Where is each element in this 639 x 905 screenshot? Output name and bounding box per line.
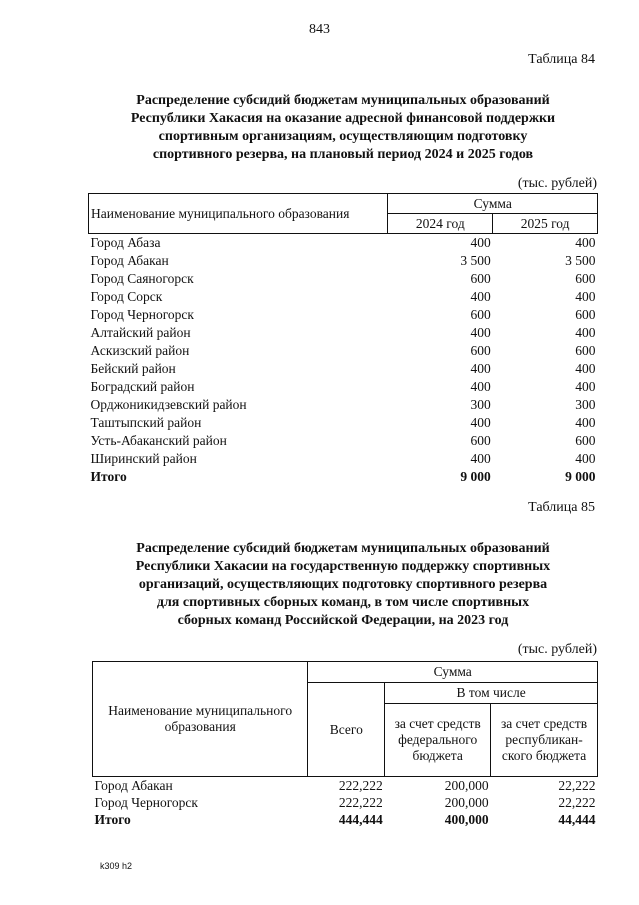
- table-row: [89, 360, 598, 378]
- row-2025: 400: [575, 415, 596, 430]
- row-2024: 600: [470, 271, 491, 286]
- table84-header-name: Наименование муниципального образования: [89, 194, 388, 234]
- table84: [88, 193, 598, 486]
- row-federal: 200,000: [444, 778, 489, 793]
- table84-header-sum: Сумма: [388, 194, 598, 214]
- row-2024: 400: [470, 235, 491, 250]
- table-row: [89, 342, 598, 360]
- row-2025: 400: [575, 235, 596, 250]
- table85-units: (тыс. рублей): [517, 642, 597, 657]
- table-row: [89, 324, 598, 342]
- table-row: [89, 270, 598, 288]
- table84-title-line: спортивным организациям, осуществляющим подготовку: [158, 129, 528, 144]
- table-row: [89, 414, 598, 432]
- table-row: [93, 777, 598, 795]
- table85-header-sum: Сумма: [308, 662, 598, 683]
- row-2025: 600: [575, 343, 596, 358]
- row-name: Город Абаза: [90, 235, 161, 250]
- table-row: [89, 396, 598, 414]
- table85-header-total: Всего: [308, 683, 385, 777]
- table-row: [89, 252, 598, 270]
- table84-header-2025: 2025 год: [493, 214, 598, 234]
- table84-header-2024: 2024 год: [388, 214, 493, 234]
- table84-units: (тыс. рублей): [517, 176, 597, 191]
- table85-title: [80, 540, 606, 630]
- row-name: Город Черногорск: [94, 795, 198, 810]
- footer-code: k309 h2: [100, 861, 133, 871]
- table85-title-line: для спортивных сборных команд, в том числе спортивных: [156, 595, 530, 610]
- row-name: Усть-Абаканский район: [90, 433, 227, 448]
- table-row: [89, 288, 598, 306]
- row-2024: 300: [470, 397, 491, 412]
- total-name: Итого: [94, 812, 131, 827]
- table85-title-line: сборных команд Российской Федерации, на 2023 год: [177, 613, 509, 628]
- row-2025: 400: [575, 451, 596, 466]
- row-republic: 22,222: [558, 795, 596, 810]
- row-2025: 3 500: [565, 253, 596, 268]
- row-name: Город Сорск: [90, 289, 163, 304]
- row-name: Ширинский район: [90, 451, 197, 466]
- table85-header-republic: за счет средств республикан-ского бюджета: [491, 704, 598, 777]
- row-2025: 400: [575, 289, 596, 304]
- row-2024: 600: [470, 433, 491, 448]
- row-2025: 300: [575, 397, 596, 412]
- table-total-row: [93, 811, 598, 828]
- row-name: Орджоникидзевский район: [90, 397, 247, 412]
- table85-label: Таблица 85: [528, 500, 595, 515]
- table-total-row: [89, 468, 598, 486]
- row-total: 222,222: [338, 795, 383, 810]
- row-2025: 600: [575, 433, 596, 448]
- row-name: Аскизский район: [90, 343, 190, 358]
- row-2024: 400: [470, 379, 491, 394]
- row-total: 222,222: [338, 778, 383, 793]
- table-row: [89, 432, 598, 450]
- total-total: 444,444: [338, 812, 383, 827]
- page-number: 843: [309, 22, 330, 37]
- row-name: Алтайский район: [90, 325, 191, 340]
- total-2025: 9 000: [565, 469, 596, 484]
- row-republic: 22,222: [558, 778, 596, 793]
- table-row: [89, 306, 598, 324]
- table84-title-line: Распределение субсидий бюджетам муниципальных образований: [136, 93, 550, 108]
- row-2025: 600: [575, 271, 596, 286]
- row-2025: 400: [575, 379, 596, 394]
- row-name: Бейский район: [90, 361, 176, 376]
- table-row: [89, 378, 598, 396]
- total-2024: 9 000: [460, 469, 491, 484]
- table84-title-line: спортивного резерва, на плановый период 2024 и 2025 годов: [152, 147, 534, 162]
- total-republic: 44,444: [558, 812, 596, 827]
- row-2024: 400: [470, 415, 491, 430]
- row-2024: 400: [470, 289, 491, 304]
- table84-title: [80, 92, 606, 164]
- row-federal: 200,000: [444, 795, 489, 810]
- total-federal: 400,000: [444, 812, 489, 827]
- row-name: Город Саяногорск: [90, 271, 194, 286]
- row-name: Город Черногорск: [90, 307, 194, 322]
- table84-title-line: Республики Хакасия на оказание адресной финансовой поддержки: [130, 111, 556, 126]
- table85-header-name: Наименование муниципального образования: [93, 662, 308, 777]
- table-row: [93, 794, 598, 811]
- table85-header-including: В том числе: [385, 683, 598, 704]
- row-2025: 600: [575, 307, 596, 322]
- table84-label: Таблица 84: [528, 52, 595, 67]
- row-2024: 400: [470, 361, 491, 376]
- row-2024: 400: [470, 451, 491, 466]
- table-row: [89, 234, 598, 253]
- row-name: Город Абакан: [90, 253, 169, 268]
- row-2024: 600: [470, 343, 491, 358]
- row-2024: 3 500: [460, 253, 491, 268]
- table-row: [89, 450, 598, 468]
- table85-title-line: Республики Хакасии на государственную поддержку спортивных: [135, 559, 551, 574]
- table85-title-line: Распределение субсидий бюджетам муниципальных образований: [136, 541, 550, 556]
- total-name: Итого: [90, 469, 127, 484]
- table85-header-federal: за счет средств федерального бюджета: [385, 704, 491, 777]
- table85: [92, 661, 598, 828]
- row-2024: 400: [470, 325, 491, 340]
- row-2025: 400: [575, 325, 596, 340]
- row-name: Город Абакан: [94, 778, 173, 793]
- row-2025: 400: [575, 361, 596, 376]
- row-name: Боградский район: [90, 379, 195, 394]
- row-name: Таштыпский район: [90, 415, 202, 430]
- table85-title-line: организаций, осуществляющих подготовку спортивного резерва: [138, 577, 548, 592]
- row-2024: 600: [470, 307, 491, 322]
